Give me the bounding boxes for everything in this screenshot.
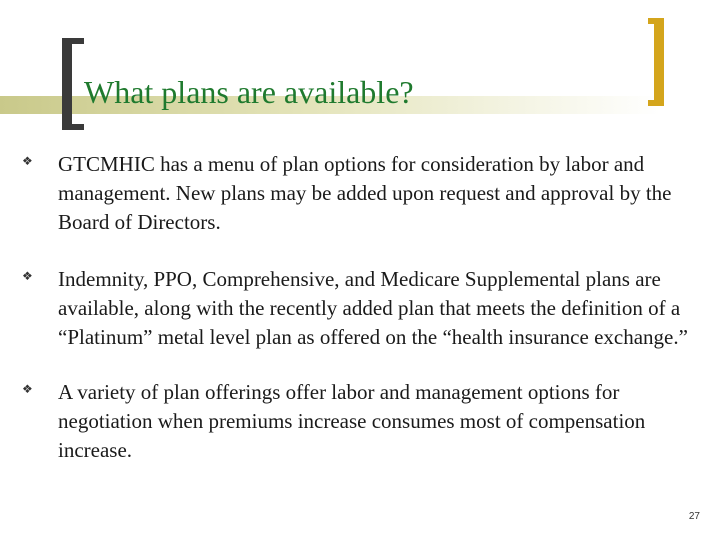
right-bracket-top (648, 18, 664, 24)
diamond-arrow-bullet-icon: ❖ (22, 154, 33, 168)
left-bracket-top (62, 38, 84, 44)
diamond-arrow-bullet-icon: ❖ (22, 269, 33, 283)
bullet-item (22, 150, 692, 237)
left-bracket-vertical (62, 38, 72, 130)
page-number: 27 (688, 511, 700, 522)
bullet-text: Indemnity, PPO, Comprehensive, and Medicare Supplemental plans are available, along with the recently added plan that meets the definition of a “Platinum” metal level plan as offered on the “health insurance exchange.” (58, 267, 688, 349)
diamond-arrow-bullet-icon: ❖ (22, 382, 33, 396)
right-bracket-bottom (648, 100, 664, 106)
bullet-item (22, 378, 692, 465)
bullet-text: GTCMHIC has a menu of plan options for consideration by labor and management. New plans may be added upon request and approval by the Board of Directors. (58, 152, 672, 234)
slide-title: What plans are available? (84, 74, 414, 110)
bullet-item (22, 265, 692, 352)
bullet-text: A variety of plan offerings offer labor and management options for negotiation when premiums increase consumes most of compensation increase. (58, 380, 646, 462)
left-bracket-bottom (62, 124, 84, 130)
right-bracket-vertical (654, 18, 664, 106)
bullet-list (22, 150, 692, 493)
